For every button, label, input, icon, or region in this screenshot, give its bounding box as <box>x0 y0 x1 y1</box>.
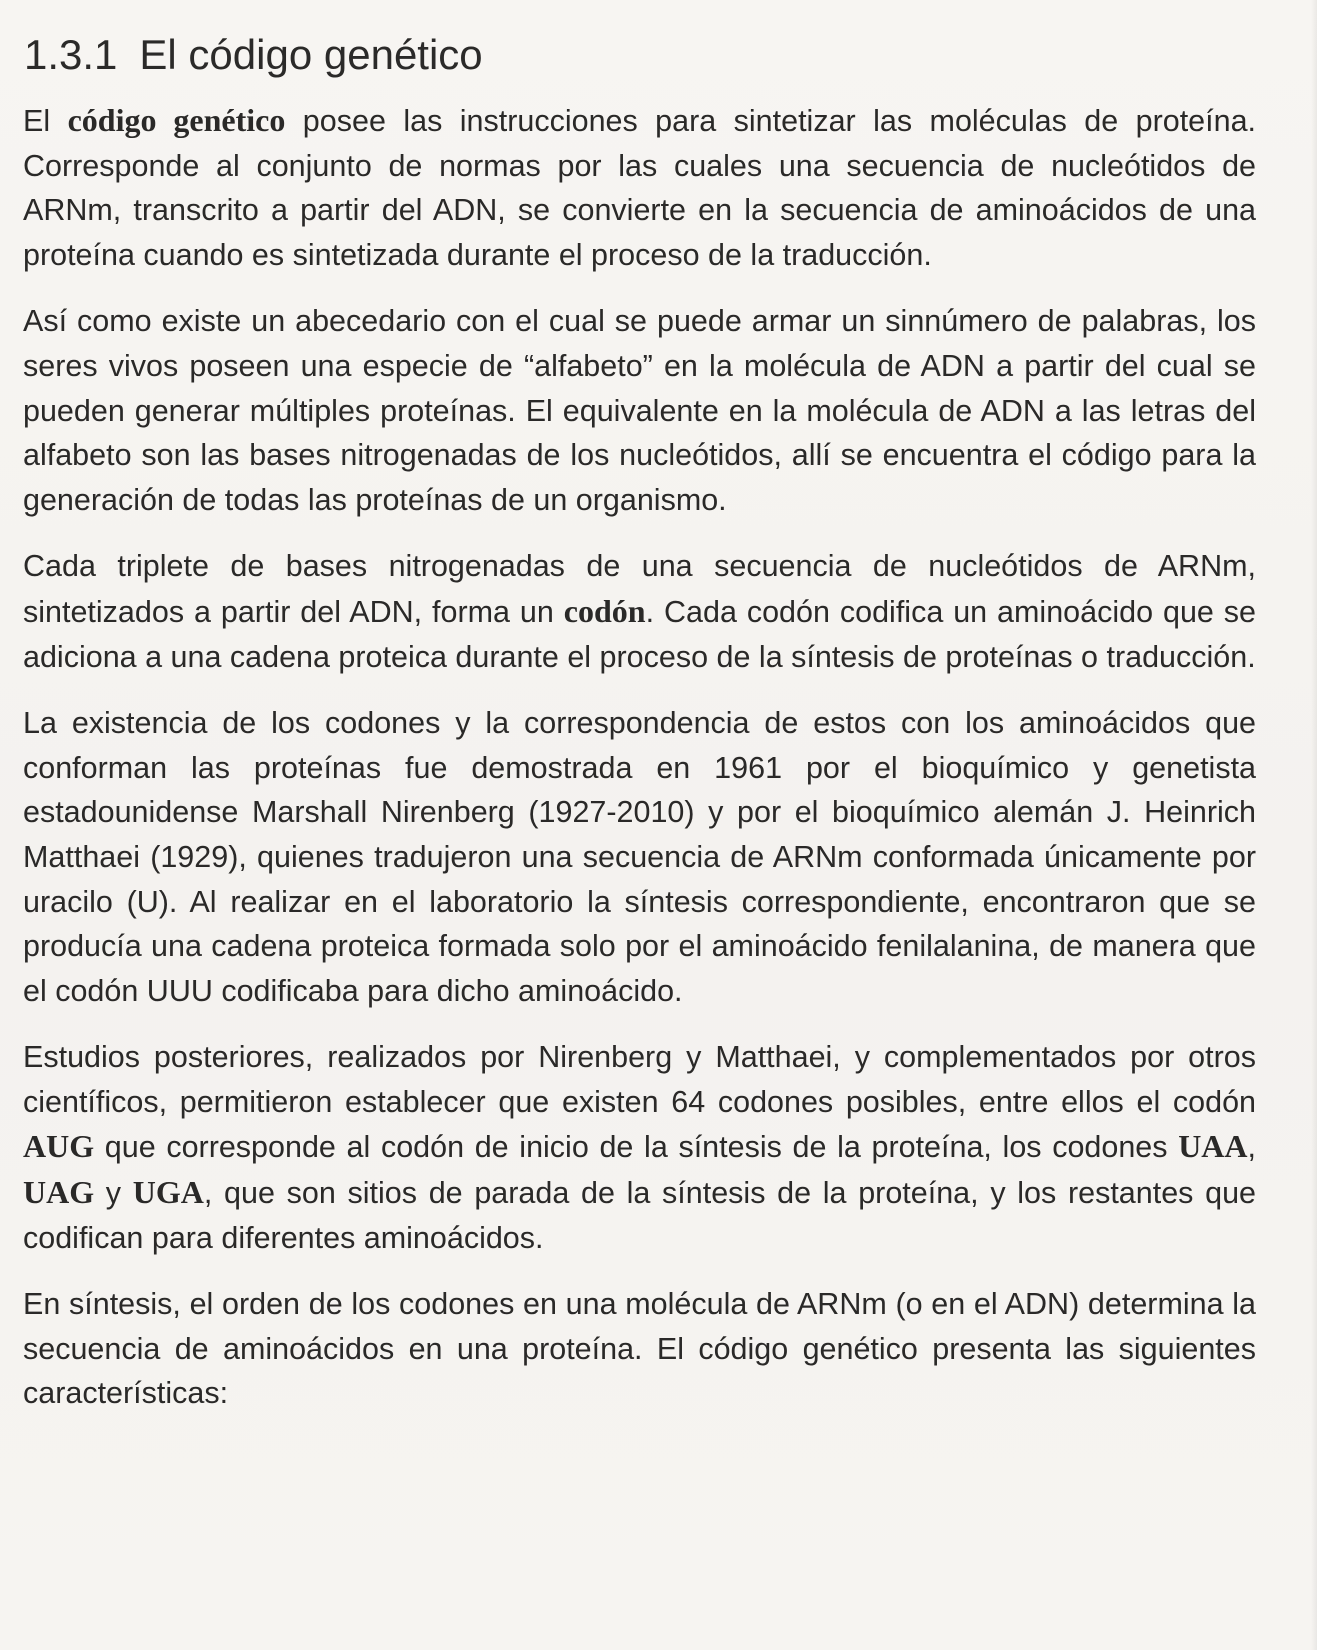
bold-codon-uga: UGA <box>132 1174 204 1211</box>
paragraph-text: que corresponde al codón de inicio de la síntesis de la proteína, los codones <box>94 1130 1179 1165</box>
paragraph-summary: En síntesis, el orden de los codones en una molécula de ARNm (o en el ADN) determina la secuencia de aminoácidos en una proteína. El código genético presenta las siguientes características: <box>23 1287 1256 1411</box>
paragraph-text: y <box>94 1176 133 1211</box>
section-number: 1.3.1 <box>24 31 118 78</box>
paragraph-codon <box>23 544 1256 679</box>
page-edge-shadow <box>1311 0 1317 1650</box>
section-heading <box>24 28 483 82</box>
bold-codon-uaa: UAA <box>1178 1128 1248 1165</box>
section-title: El código genético <box>139 31 483 78</box>
paragraph-text: , <box>1247 1130 1256 1165</box>
paragraph-alphabet: Así como existe un abecedario con el cual se puede armar un sinnúmero de palabras, los seres vivos poseen una especie de “alfabeto” en la molécula de ADN a partir del cual se pueden generar múltiples proteínas. El equivalente en la molécula de ADN a las letras del alfabeto son las bases nitrogenadas de los nucleótidos, allí se encuentra el código para la generación de todas las proteínas de un organismo. <box>23 304 1256 517</box>
bold-term-codon: codón <box>563 592 646 629</box>
body-text <box>23 98 1256 1438</box>
bold-codon-aug: AUG <box>23 1128 95 1165</box>
paragraph-history: La existencia de los codones y la correspondencia de estos con los aminoácidos que conforman las proteínas fue demostrada en 1961 por el bioquímico y genetista estadounidense Marshall Nirenberg (1927-2010) y por el bioquímico alemán J. Heinrich Matthaei (1929), quienes tradujeron una secuencia de ARNm conformada únicamente por uracilo (U). Al realizar en el laboratorio la síntesis correspondiente, encontraron que se producía una cadena proteica formada solo por el aminoácido fenilalanina, de manera que el codón UUU codificaba para dicho aminoácido. <box>23 706 1256 1008</box>
paragraph-text: . Cada codón codifica un aminoácido que se adiciona a una cadena proteica durante el proceso de la síntesis de proteínas o traducción. <box>23 594 1257 674</box>
bold-term-codigo-genetico: código genético <box>67 102 286 138</box>
paragraph-intro <box>23 98 1256 277</box>
paragraph-text: , que son sitios de parada de la síntesis de la proteína, y los restantes que codifican para diferentes aminoácidos. <box>23 1176 1256 1255</box>
paragraph-codons-list <box>23 1035 1256 1260</box>
paragraph-text: El <box>23 104 68 138</box>
bold-codon-uag: UAG <box>23 1174 95 1211</box>
paragraph-text: Estudios posteriores, realizados por Nirenberg y Matthaei, y complementados por otros científicos, permitieron establecer que existen 64 codones posibles, entre ellos el codón <box>23 1040 1256 1119</box>
paragraph-text: Cada triplete de bases nitrogenadas de una secuencia de nucleótidos de ARNm, sintetizados a partir del ADN, forma un <box>23 549 1256 629</box>
paragraph-text: posee las instrucciones para sintetizar las moléculas de proteína. Corresponde al conjunto de normas por las cuales una secuencia de nucleótidos de ARNm, transcrito a partir del ADN, se convierte en la secuencia de aminoácidos de una proteína cuando es sintetizada durante el proceso de la traducción. <box>23 104 1257 272</box>
